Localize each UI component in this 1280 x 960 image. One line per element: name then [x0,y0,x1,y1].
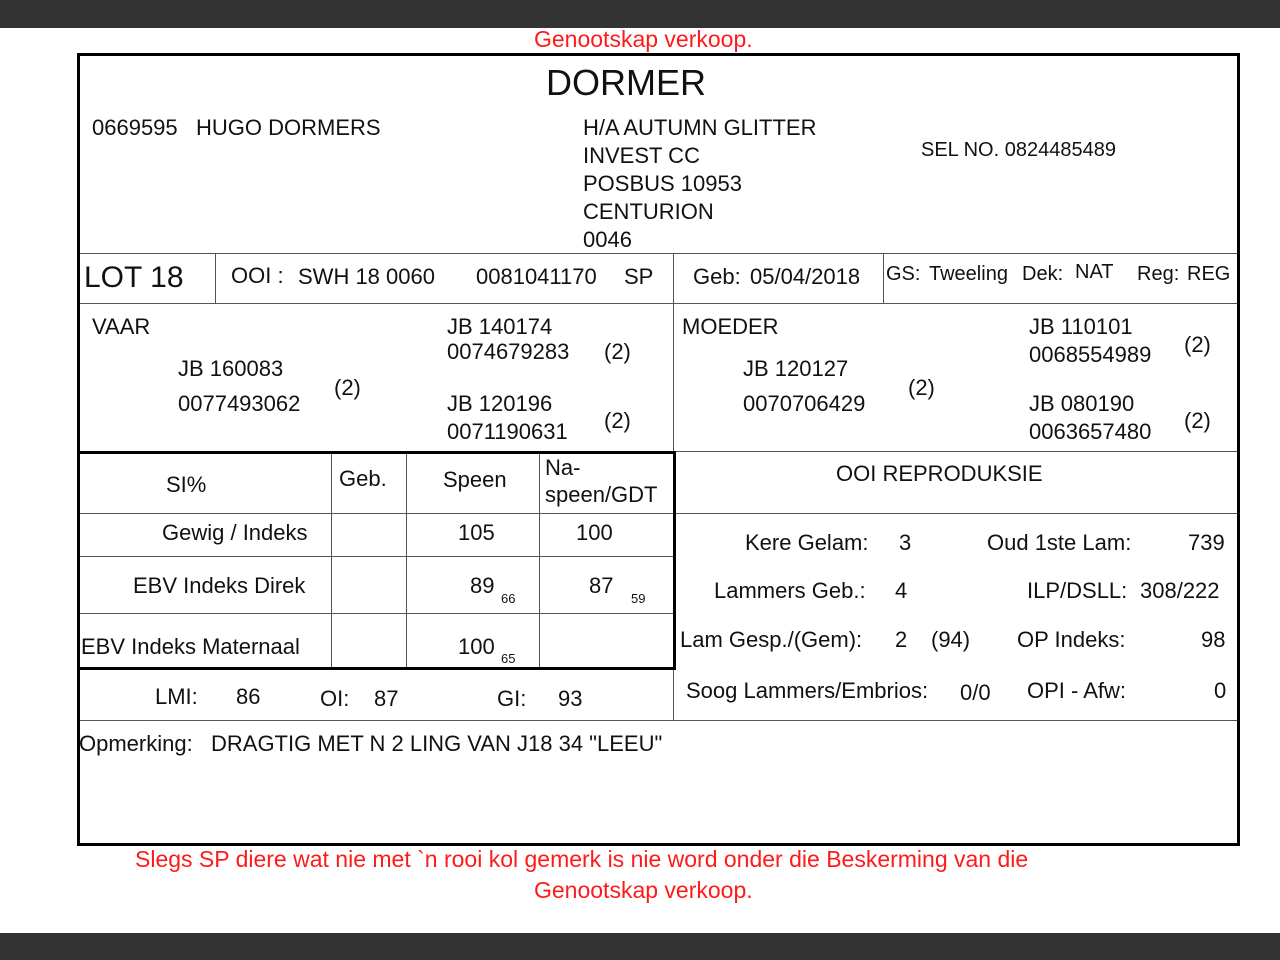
lam-label: Lam Gesp./(Gem): [680,627,863,652]
divider [80,613,673,614]
divider [80,253,1237,254]
breeder-name: HUGO DORMERS [196,115,381,140]
dam-code: JB 120127 [743,356,849,381]
sire-dam-code: JB 120196 [447,391,553,416]
divider [406,454,407,667]
vaar-label: VAAR [92,314,151,339]
divider [80,720,1237,721]
speen-accuracy: 65 [501,651,516,666]
oud-label: Oud 1ste Lam: [987,530,1132,555]
speen-header: Speen [443,467,507,492]
dam-grade: (2) [908,375,935,400]
address-line: POSBUS 10953 [583,171,742,196]
speen-value: 105 [458,520,495,545]
moeder-label: MOEDER [682,314,779,339]
sire-dam-number: 0071190631 [447,419,568,444]
divider [80,513,673,514]
row-label: EBV Indeks Maternaal [81,634,300,659]
dek-value: NAT [1075,261,1114,283]
sire-sire-code: JB 140174 [447,314,553,339]
address-line: CENTURION [583,199,714,224]
kere-value: 3 [899,530,912,555]
oi-value: 87 [374,686,399,711]
lmi-value: 86 [236,684,261,709]
footer-note: Slegs SP diere wat nie met `n rooi kol gemerk is nie word onder die Beskerming van die [135,846,1029,872]
oi-label: OI: [320,686,350,711]
dam-dam-grade: (2) [1184,408,1211,433]
kere-label: Kere Gelam: [745,530,869,555]
lot-number: LOT 18 [84,261,184,294]
opmerking-text: DRAGTIG MET N 2 LING VAN J18 34 "LEEU" [211,731,663,756]
si-table-bottom [77,667,676,670]
divider [80,303,1237,304]
sire-number: 0077493062 [178,391,301,416]
divider [331,454,332,667]
divider [676,451,1237,452]
dam-number: 0070706429 [743,391,866,416]
geb-date: 05/04/2018 [750,264,861,289]
speen-value: 89 [470,573,495,598]
speen-accuracy: 66 [501,591,516,606]
naspeen-accuracy: 59 [631,591,646,606]
gi-value: 93 [558,686,583,711]
lammers-value: 4 [895,578,908,603]
naspeen-value: 100 [576,520,613,545]
address-line: INVEST CC [583,143,700,168]
soog-value: 0/0 [960,680,991,705]
oud-value: 739 [1188,530,1225,555]
address-line: H/A AUTUMN GLITTER [583,115,817,140]
si-header: SI% [166,472,207,497]
dam-sire-number: 0068554989 [1029,342,1152,367]
footer-note: Genootskap verkoop. [534,877,753,903]
address-line: 0046 [583,227,632,252]
dam-dam-number: 0063657480 [1029,419,1152,444]
lam-gem-value: (94) [931,627,971,652]
sire-dam-grade: (2) [604,408,631,433]
reg-label: Reg: [1137,263,1180,285]
breeder-number: 0669595 [92,115,178,140]
op-value: 98 [1201,627,1226,652]
geb-label: Geb: [693,264,741,289]
si-table-top [77,451,676,454]
reg-value: REG [1187,263,1231,285]
lmi-label: LMI: [155,684,198,709]
ilp-label: ILP/DSLL: [1027,578,1128,603]
divider [676,513,1237,514]
bottom-bar [0,933,1280,960]
divider [673,253,674,303]
header-note: Genootskap verkoop. [534,26,753,52]
naspeen-value: 87 [589,573,614,598]
naspeen-header: speen/GDT [545,482,658,507]
opi-label: OPI - Afw: [1027,678,1127,703]
ilp-value: 308/222 [1140,578,1220,603]
divider [539,454,540,667]
divider [80,556,673,557]
dam-sire-grade: (2) [1184,332,1211,357]
lammers-label: Lammers Geb.: [714,578,866,603]
sire-sire-number: 0074679283 [447,339,570,364]
sel-number: SEL NO. 0824485489 [921,139,1116,161]
frame-left [77,53,80,846]
reproduction-title: OOI REPRODUKSIE [836,461,1043,486]
si-table-right [673,451,676,670]
divider [215,253,216,303]
ooi-id: SWH 18 0060 [298,264,435,289]
sire-code: JB 160083 [178,356,284,381]
breed-title: DORMER [546,62,706,103]
op-label: OP Indeks: [1017,627,1126,652]
sire-sire-grade: (2) [604,339,631,364]
dam-sire-code: JB 110101 [1029,314,1133,339]
divider [883,253,884,303]
lam-value: 2 [895,627,908,652]
ooi-grade: SP [624,264,654,289]
gi-label: GI: [497,686,527,711]
frame-right [1237,53,1240,846]
dek-label: Dek: [1022,263,1064,285]
row-label: Gewig / Indeks [162,520,308,545]
row-label: EBV Indeks Direk [133,573,306,598]
speen-value: 100 [458,634,495,659]
ooi-number: 0081041170 [476,264,597,289]
frame-top [77,53,1240,56]
dam-dam-code: JB 080190 [1029,391,1135,416]
opi-value: 0 [1214,678,1227,703]
geb-header: Geb. [339,466,387,491]
gs-label: GS: [886,263,921,285]
ooi-label: OOI : [231,263,284,288]
top-bar [0,0,1280,28]
soog-label: Soog Lammers/Embrios: [686,678,929,703]
sire-grade: (2) [334,375,361,400]
naspeen-header: Na- [545,455,581,480]
opmerking-label: Opmerking: [79,731,193,756]
gs-value: Tweeling [929,263,1008,285]
